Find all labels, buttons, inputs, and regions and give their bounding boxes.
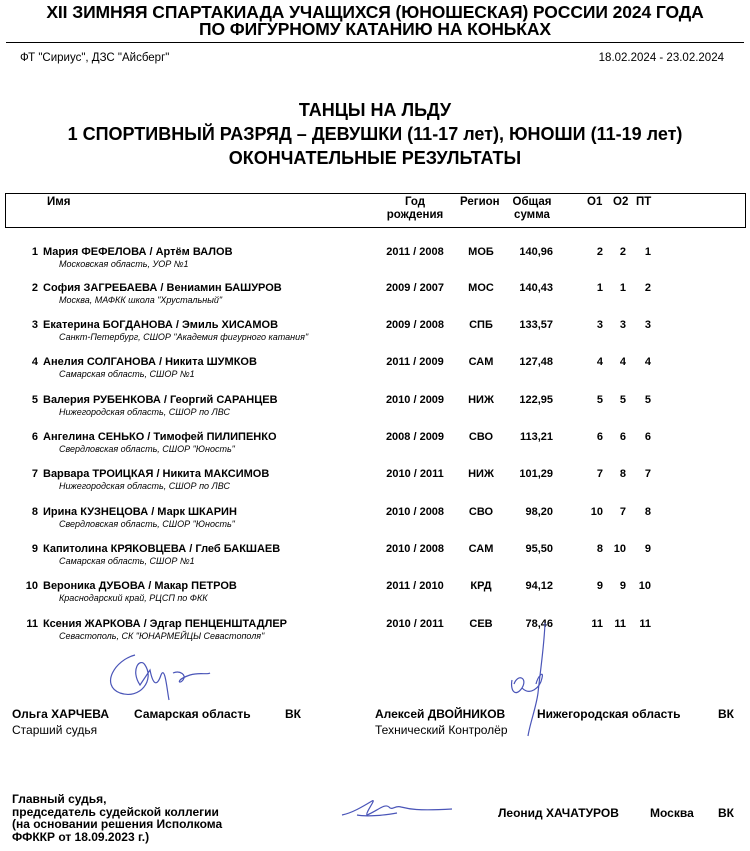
o1-place: 4 xyxy=(596,356,603,368)
chief-referee-role-line1: Главный судья, xyxy=(12,792,107,806)
rank: 4 xyxy=(31,356,38,368)
col-total-header-line1: Общая xyxy=(512,196,552,208)
rank: 3 xyxy=(31,319,38,331)
region-code: МОБ xyxy=(468,246,494,258)
col-o2-header: О2 xyxy=(613,196,629,208)
technical-controller-category: ВК xyxy=(718,707,734,721)
results-stage-title: ОКОНЧАТЕЛЬНЫЕ РЕЗУЛЬТАТЫ xyxy=(228,148,522,168)
region-code: КРД xyxy=(470,580,492,592)
birth-years: 2010 / 2008 xyxy=(385,506,445,518)
birth-years: 2011 / 2008 xyxy=(386,246,444,258)
birth-years: 2009 / 2008 xyxy=(385,319,445,331)
pt-place: 2 xyxy=(644,282,651,294)
col-pt-header: ПТ xyxy=(636,196,652,208)
total-score: 133,57 xyxy=(519,319,553,331)
col-total-header-line2: сумма xyxy=(514,209,550,221)
technical-controller-name: Алексей ДВОЙНИКОВ xyxy=(375,707,506,721)
result-row xyxy=(0,319,750,355)
pt-place: 10 xyxy=(638,580,651,592)
o2-place: 7 xyxy=(619,506,626,518)
result-row xyxy=(0,543,750,579)
region-code: СЕВ xyxy=(469,618,493,630)
rank: 2 xyxy=(31,282,38,294)
event-title-line1: XII ЗИМНЯЯ СПАРТАКИАДА УЧАЩИХСЯ (ЮНОШЕСКАЯ) РОССИИ 2024 ГОДА xyxy=(46,2,704,22)
o1-place: 6 xyxy=(596,431,603,443)
skater-names: Мария ФЕФЕЛОВА / Артём ВАЛОВ xyxy=(43,246,233,258)
pt-place: 5 xyxy=(644,394,651,406)
chief-referee-category: ВК xyxy=(718,806,734,820)
skater-names: София ЗАГРЕБАЕВА / Вениамин БАШУРОВ xyxy=(43,282,282,294)
birth-years: 2009 / 2007 xyxy=(385,282,445,294)
discipline-title: ТАНЦЫ НА ЛЬДУ xyxy=(298,100,452,120)
skater-club: Нижегородская область, СШОР по ЛВС xyxy=(59,407,230,417)
result-row xyxy=(0,468,750,504)
skater-club: Самарская область, СШОР №1 xyxy=(59,556,195,566)
birth-years: 2010 / 2011 xyxy=(386,468,444,480)
chief-referee-role xyxy=(12,793,222,843)
o2-place: 2 xyxy=(619,246,626,258)
birth-years: 2008 / 2009 xyxy=(385,431,445,443)
col-name-header: Имя xyxy=(47,196,71,208)
region-code: СВО xyxy=(468,506,494,518)
event-title xyxy=(0,4,750,38)
pt-place: 9 xyxy=(644,543,651,555)
o2-place: 3 xyxy=(619,319,626,331)
referee-role: Старший судья xyxy=(12,723,98,737)
column-header-box xyxy=(5,193,746,228)
total-score: 101,29 xyxy=(519,468,553,480)
chief-referee-name: Леонид ХАЧАТУРОВ xyxy=(498,806,619,820)
skater-club: Самарская область, СШОР №1 xyxy=(59,369,195,379)
col-birth-header-line1: Год xyxy=(404,196,426,208)
skater-club: Санкт-Петербург, СШОР "Академия фигурного катания" xyxy=(59,332,309,342)
o2-place: 10 xyxy=(613,543,626,555)
skater-names: Ангелина СЕНЬКО / Тимофей ПИЛИПЕНКО xyxy=(43,431,277,443)
total-score: 78,46 xyxy=(525,618,553,630)
total-score: 95,50 xyxy=(525,543,553,555)
event-dates: 18.02.2024 - 23.02.2024 xyxy=(598,52,724,64)
result-row xyxy=(0,506,750,542)
skater-names: Капитолина КРЯКОВЦЕВА / Глеб БАКШАЕВ xyxy=(43,543,281,555)
o1-place: 1 xyxy=(596,282,603,294)
skater-names: Валерия РУБЕНКОВА / Георгий САРАНЦЕВ xyxy=(43,394,278,406)
o1-place: 5 xyxy=(596,394,603,406)
col-birth-header xyxy=(380,196,450,222)
birth-years: 2011 / 2009 xyxy=(386,356,444,368)
header-divider xyxy=(6,42,744,43)
rank: 10 xyxy=(25,580,38,592)
skater-names: Ксения ЖАРКОВА / Эдгар ПЕНЦЕНШТАДЛЕР xyxy=(43,618,287,630)
skater-club: Нижегородская область, СШОР по ЛВС xyxy=(59,481,230,491)
skater-club: Свердловская область, СШОР "Юность" xyxy=(59,519,235,529)
region-code: НИЖ xyxy=(468,468,494,480)
skater-club: Севастополь, СК "ЮНАРМЕЙЦЫ Севастополя" xyxy=(59,631,265,641)
rank: 8 xyxy=(31,506,38,518)
chief-referee-signature xyxy=(337,793,457,823)
o1-place: 8 xyxy=(596,543,603,555)
event-title-line2: ПО ФИГУРНОМУ КАТАНИЮ НА КОНЬКАХ xyxy=(199,19,551,39)
region-code: СПБ xyxy=(469,319,493,331)
pt-place: 11 xyxy=(639,618,651,630)
region-code: НИЖ xyxy=(468,394,494,406)
skater-club: Свердловская область, СШОР "Юность" xyxy=(59,444,235,454)
result-row xyxy=(0,356,750,392)
chief-referee-role-line2: председатель судейской коллегии xyxy=(12,804,219,819)
pt-place: 4 xyxy=(644,356,651,368)
o2-place: 1 xyxy=(619,282,626,294)
category-title: 1 СПОРТИВНЫЙ РАЗРЯД – ДЕВУШКИ (11-17 лет), ЮНОШИ (11-19 лет) xyxy=(67,124,683,144)
birth-years: 2010 / 2008 xyxy=(385,543,445,555)
o2-place: 5 xyxy=(619,394,626,406)
referee-name: Ольга ХАРЧЕВА xyxy=(12,707,110,721)
total-score: 94,12 xyxy=(525,580,553,592)
rank: 1 xyxy=(31,246,38,258)
o1-place: 2 xyxy=(596,246,603,258)
o2-place: 9 xyxy=(619,580,626,592)
skater-names: Вероника ДУБОВА / Макар ПЕТРОВ xyxy=(43,580,237,592)
segment-title xyxy=(0,98,750,170)
o2-place: 6 xyxy=(619,431,626,443)
o1-place: 10 xyxy=(590,506,603,518)
pt-place: 3 xyxy=(644,319,651,331)
venue: ФТ "Сириус", ДЗС "Айсберг" xyxy=(20,52,170,64)
col-region-header: Регион xyxy=(460,196,500,208)
referee-signature xyxy=(95,645,215,705)
region-code: СВО xyxy=(468,431,494,443)
skater-names: Екатерина БОГДАНОВА / Эмиль ХИСАМОВ xyxy=(43,319,279,331)
result-row xyxy=(0,431,750,467)
rank: 6 xyxy=(31,431,38,443)
skater-names: Варвара ТРОИЦКАЯ / Никита МАКСИМОВ xyxy=(43,468,270,480)
birth-years: 2010 / 2009 xyxy=(385,394,445,406)
result-row xyxy=(0,580,750,616)
result-row xyxy=(0,246,750,282)
skater-club: Краснодарский край, РЦСП по ФКК xyxy=(59,593,208,603)
technical-controller-role: Технический Контролёр xyxy=(375,723,508,737)
col-birth-header-line2: рождения xyxy=(386,209,444,221)
result-row xyxy=(0,282,750,318)
rank: 7 xyxy=(31,468,38,480)
total-score: 113,21 xyxy=(519,431,553,443)
chief-referee-region: Москва xyxy=(650,806,694,820)
o1-place: 9 xyxy=(596,580,603,592)
total-score: 98,20 xyxy=(525,506,553,518)
referee-region: Самарская область xyxy=(134,707,251,721)
o1-place: 7 xyxy=(596,468,603,480)
chief-referee-role-line4: ФФККР от 18.09.2023 г.) xyxy=(12,829,150,844)
total-score: 122,95 xyxy=(519,394,553,406)
total-score: 127,48 xyxy=(519,356,553,368)
col-total-header xyxy=(510,196,554,222)
skater-club: Московская область, УОР №1 xyxy=(59,259,189,269)
birth-years: 2010 / 2011 xyxy=(386,618,444,630)
rank: 5 xyxy=(31,394,38,406)
pt-place: 8 xyxy=(644,506,651,518)
rank: 9 xyxy=(31,543,38,555)
result-row xyxy=(0,394,750,430)
o2-place: 8 xyxy=(619,468,626,480)
chief-referee-role-line3: (на основании решения Исполкома xyxy=(12,817,223,831)
col-o1-header: О1 xyxy=(587,196,603,208)
referee-category: ВК xyxy=(285,707,301,721)
region-code: МОС xyxy=(468,282,494,294)
pt-place: 6 xyxy=(644,431,651,443)
o1-place: 11 xyxy=(591,618,603,630)
birth-years: 2011 / 2010 xyxy=(386,580,444,592)
o2-place: 11 xyxy=(614,618,626,630)
skater-names: Ирина КУЗНЕЦОВА / Марк ШКАРИН xyxy=(43,506,237,518)
total-score: 140,96 xyxy=(519,246,553,258)
total-score: 140,43 xyxy=(519,282,553,294)
pt-place: 1 xyxy=(644,246,651,258)
region-code: САМ xyxy=(468,543,494,555)
pt-place: 7 xyxy=(644,468,651,480)
o1-place: 3 xyxy=(596,319,603,331)
technical-controller-region: Нижегородская область xyxy=(537,707,681,721)
o2-place: 4 xyxy=(619,356,626,368)
skater-names: Анелия СОЛГАНОВА / Никита ШУМКОВ xyxy=(43,356,257,368)
region-code: САМ xyxy=(468,356,494,368)
rank: 11 xyxy=(26,618,38,630)
skater-club: Москва, МАФКК школа "Хрустальный" xyxy=(59,295,223,305)
